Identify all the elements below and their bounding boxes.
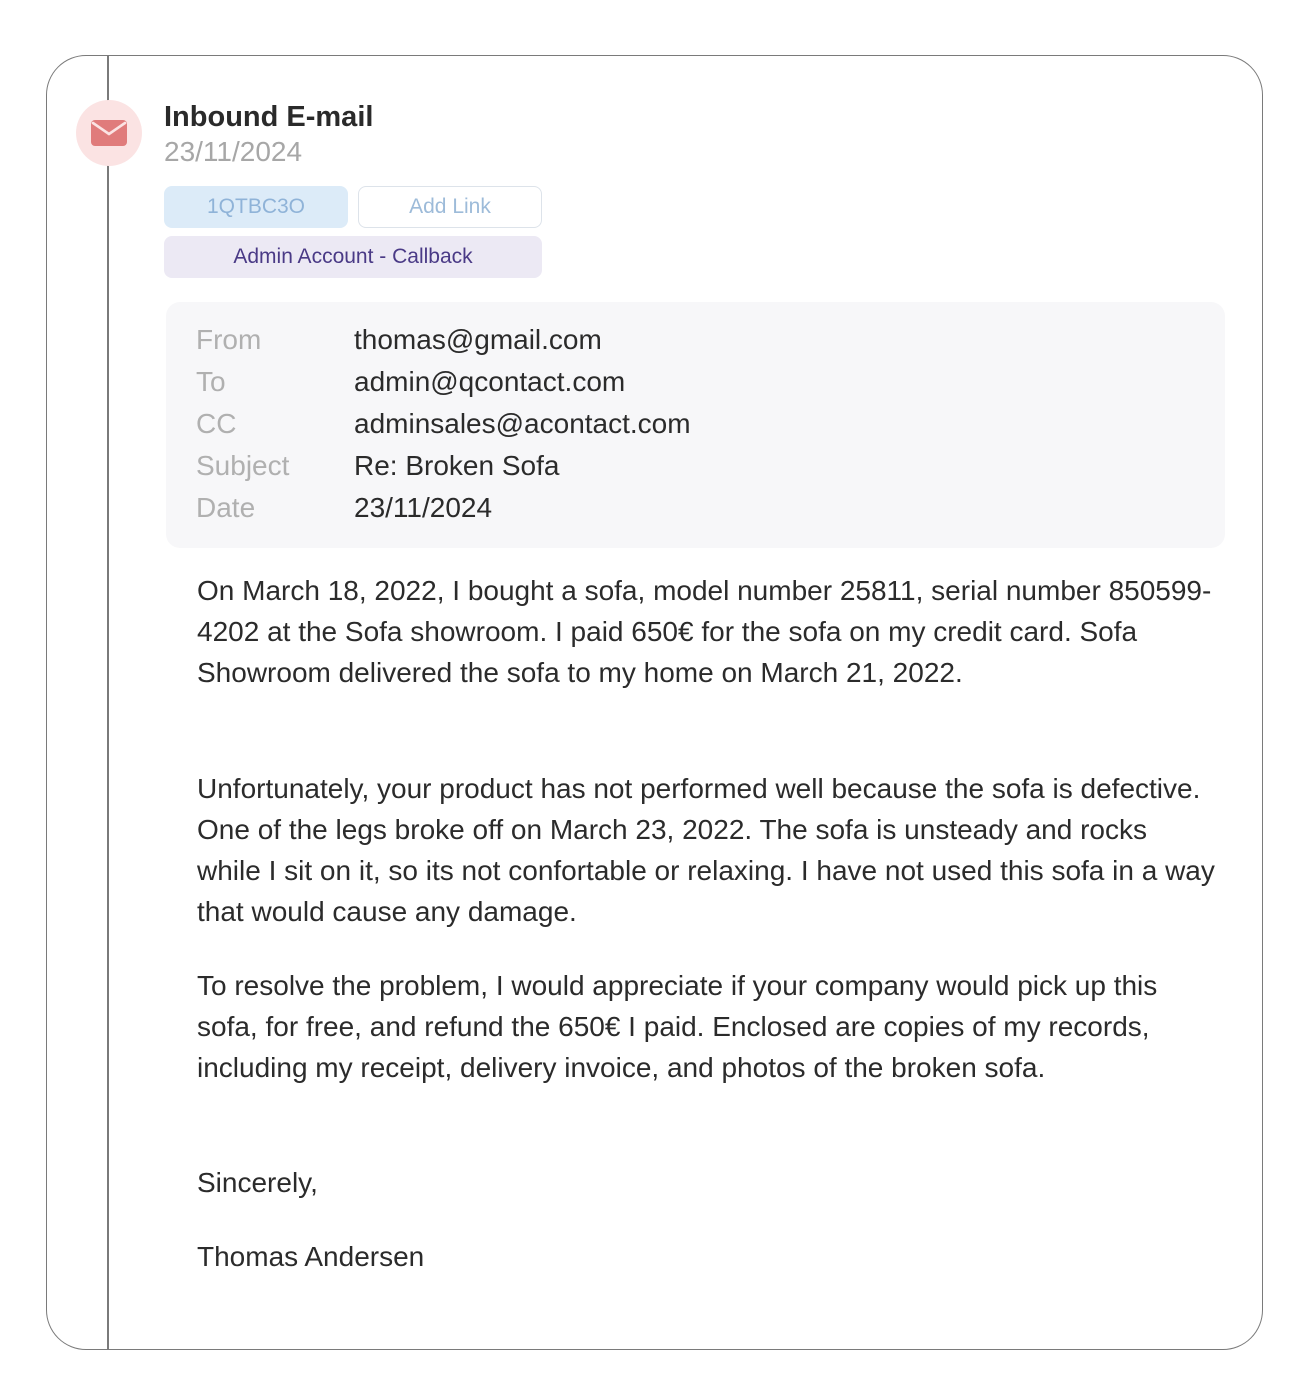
timeline-line (107, 55, 109, 1350)
header-row-subject (196, 445, 559, 487)
email-signoff: Sincerely, (197, 1167, 318, 1198)
email-signature: Thomas Andersen (197, 1241, 425, 1272)
date-value: 23/11/2024 (354, 492, 493, 523)
subject-label: Subject (196, 450, 290, 481)
cc-label: CC (196, 408, 237, 439)
header-row-to (196, 361, 625, 403)
to-label: To (196, 366, 226, 397)
reference-tag[interactable]: 1QTBC3O (164, 186, 348, 228)
event-date: 23/11/2024 (164, 136, 303, 167)
event-type-badge (76, 100, 142, 166)
cc-value: adminsales@acontact.com (354, 408, 691, 439)
add-link-button[interactable]: Add Link (358, 186, 542, 228)
from-label: From (196, 324, 262, 355)
email-body-paragraph: Unfortunately, your product has not performed well because the sofa is defective. One of the legs broke off on March 23, 2022. The sofa is unsteady and rocks while I sit on it, so its not confortable or relaxing. I have not used this sofa in a way that would cause any damage. (197, 773, 1215, 927)
email-body-paragraph: On March 18, 2022, I bought a sofa, model number 25811, serial number 850599-4202 at the Sofa showroom. I paid 650€ for the sofa on my credit card. Sofa Showroom delivered the sofa to my home on March 21, 2022. (197, 575, 1212, 688)
email-body-paragraph: To resolve the problem, I would appreciate if your company would pick up this sofa, for free, and refund the 650€ I paid. Enclosed are copies of my records, including my receipt, delivery invoice, and photos of the broken sofa. (197, 970, 1158, 1083)
header-row-date (196, 487, 492, 529)
category-tag[interactable]: Admin Account - Callback (164, 236, 542, 278)
envelope-icon (91, 120, 127, 146)
subject-value: Re: Broken Sofa (354, 450, 560, 481)
header-row-from (196, 319, 602, 361)
from-value: thomas@gmail.com (354, 324, 602, 355)
to-value: admin@qcontact.com (354, 366, 626, 397)
date-label: Date (196, 492, 256, 523)
header-row-cc (196, 403, 691, 445)
email-header-panel (166, 302, 1225, 548)
event-title: Inbound E-mail (164, 101, 374, 133)
